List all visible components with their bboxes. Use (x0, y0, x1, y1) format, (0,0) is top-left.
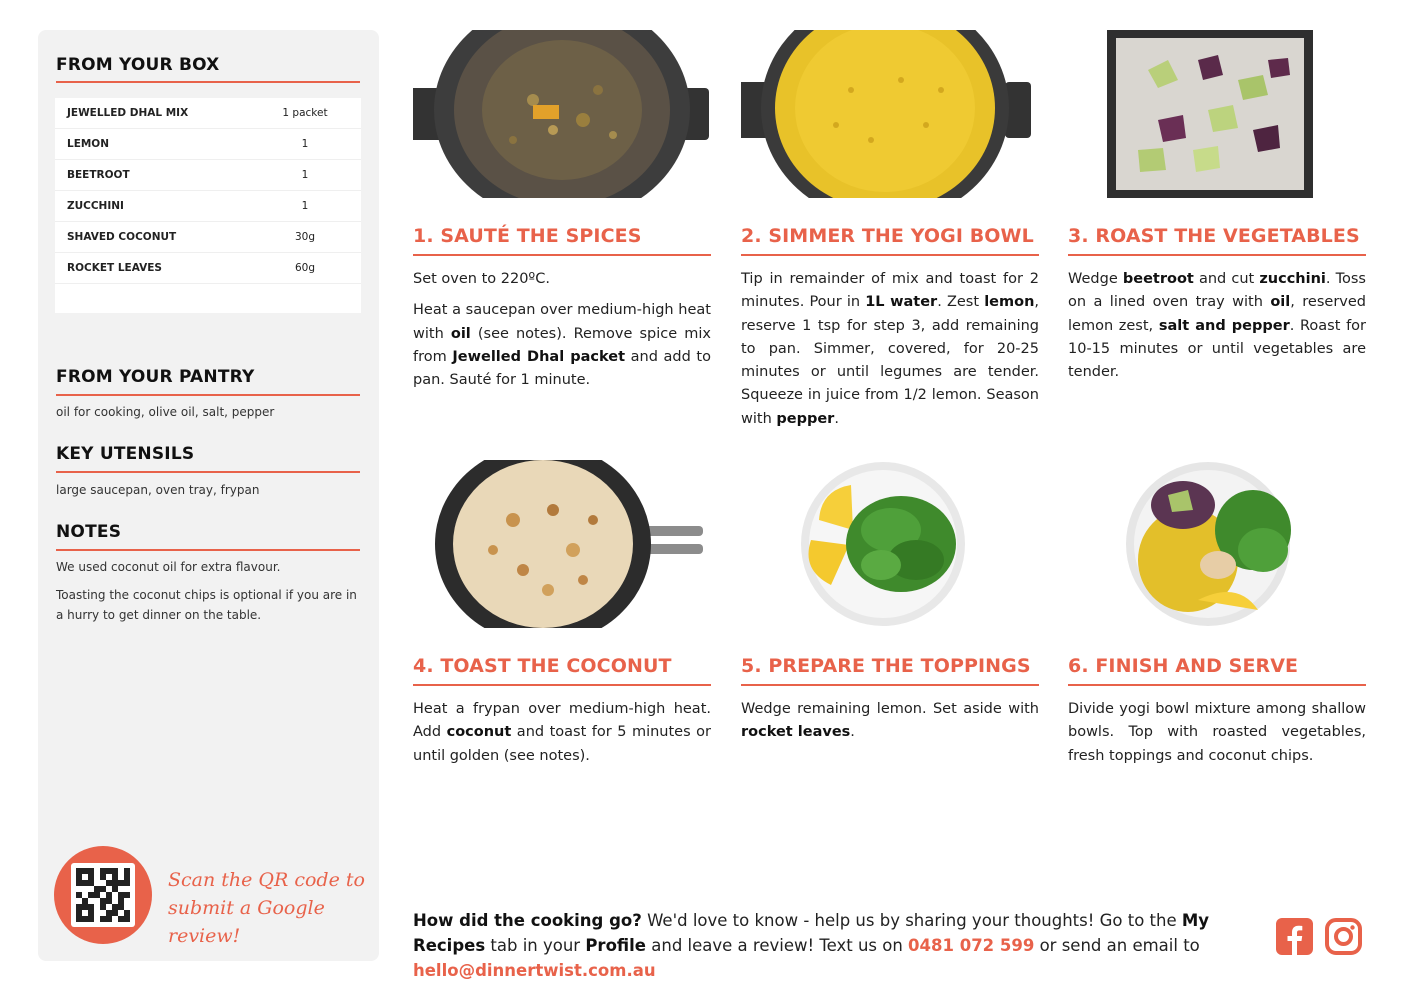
step-6-body (1068, 698, 1366, 776)
table-row (55, 222, 361, 253)
bold-ingredient: rocket leaves (741, 724, 851, 741)
text: or send an email to (1034, 936, 1200, 955)
step-1-title: 1. SAUTÉ THE SPICES (413, 225, 642, 247)
step-3 (1068, 30, 1366, 430)
step-rule (1068, 684, 1366, 686)
step-rule (741, 254, 1039, 256)
qr-code-badge[interactable] (54, 846, 152, 944)
ingredient-name: ZUCCHINI (67, 200, 124, 212)
step-rule (413, 684, 711, 686)
ingredient-name: JEWELLED DHAL MIX (67, 107, 189, 119)
toasted-coconut-frypan-photo (413, 460, 711, 628)
text: and cut (1193, 271, 1260, 287)
bold-ingredient: coconut (446, 724, 512, 741)
bold-ingredient: zucchini (1259, 271, 1326, 287)
notes-line-1: We used coconut oil for extra flavour. (56, 560, 281, 574)
box-ingredients-table (55, 98, 361, 313)
facebook-icon[interactable] (1276, 918, 1313, 955)
text: We'd love to know - help us by sharing your thoughts! Go to the (641, 911, 1182, 930)
email-link[interactable]: hello@dinnertwist.com.au (413, 961, 656, 980)
ingredient-name: ROCKET LEAVES (67, 262, 162, 274)
text: tab in your (485, 936, 586, 955)
step-3-title: 3. ROAST THE VEGETABLES (1068, 225, 1360, 247)
text: . Roast for 10-15 minutes or until vegetables are tender. (1068, 317, 1367, 381)
ingredient-name: LEMON (67, 138, 110, 150)
qr-callout-line-1: Scan the QR code to (168, 869, 365, 891)
bold-ingredient: salt and pepper (1158, 317, 1290, 334)
qr-module (124, 916, 130, 922)
text: Wedge (1068, 271, 1123, 287)
text: Tip in remainder of mix and toast for 2 minutes. Pour in (741, 271, 1039, 311)
heading-rule (56, 471, 360, 473)
ingredient-name: BEETROOT (67, 169, 130, 181)
ingredient-qty: 1 (301, 200, 309, 212)
step-5-para (741, 698, 1039, 745)
qr-callout (168, 866, 368, 950)
lemon-rocket-plate-photo (741, 460, 1039, 628)
step-4 (413, 460, 711, 800)
bold-ingredient: oil (450, 325, 471, 342)
table-row (55, 98, 361, 129)
step-1-body (413, 268, 711, 400)
step-5-body (741, 698, 1039, 753)
text: and add to pan. Sauté for 1 minute. (413, 348, 711, 389)
heading-rule (56, 81, 360, 83)
notes-line-2: Toasting the coconut chips is optional if you are in a hurry to get dinner on the table. (56, 588, 357, 622)
bold-ingredient: beetroot (1122, 271, 1194, 287)
step-4-title: 4. TOAST THE COCONUT (413, 655, 672, 677)
table-row (55, 129, 361, 160)
text: and leave a review! Text us on (646, 936, 909, 955)
step-2-para (741, 268, 1039, 431)
bold-ingredient: lemon (984, 294, 1035, 311)
qr-callout-line-2: submit a Google review! (168, 897, 325, 947)
qr-code-pattern (76, 868, 130, 922)
text: Heat a frypan over medium-high heat. Add (413, 701, 711, 741)
ingredient-name: SHAVED COCONUT (67, 231, 177, 243)
ingredient-qty: 1 packet (282, 107, 328, 119)
table-row (55, 191, 361, 222)
heading-rule (56, 394, 360, 396)
step-2-body (741, 268, 1039, 439)
pantry-text: oil for cooking, olive oil, salt, pepper (56, 405, 275, 419)
step-3-body (1068, 268, 1366, 392)
profile-label: Profile (585, 936, 646, 955)
step-6-para: Divide yogi bowl mixture among shallow bowls. Top with roasted vegetables, fresh toppings and coconut chips. (1068, 701, 1366, 764)
bold-ingredient: oil (1270, 294, 1291, 311)
text: . (834, 410, 839, 427)
review-footer (413, 908, 1263, 983)
yogi-bowl-pot-photo (741, 30, 1039, 198)
ingredient-qty: 1 (301, 169, 309, 181)
step-4-body (413, 698, 711, 776)
bold-ingredient: pepper (776, 410, 835, 427)
notes-heading: NOTES (56, 522, 122, 542)
step-4-para (413, 698, 711, 768)
step-5-title: 5. PREPARE THE TOPPINGS (741, 655, 1031, 677)
instagram-icon[interactable] (1325, 918, 1362, 955)
step-6-title: 6. FINISH AND SERVE (1068, 655, 1299, 677)
text: . (850, 724, 855, 741)
step-2-title: 2. SIMMER THE YOGI BOWL (741, 225, 1034, 247)
phone-link[interactable]: 0481 072 599 (908, 936, 1035, 955)
step-3-para (1068, 268, 1366, 384)
key-utensils-heading: KEY UTENSILS (56, 444, 195, 464)
text: Wedge remaining lemon. Set aside with (741, 701, 1039, 717)
ingredient-qty: 1 (301, 138, 309, 150)
ingredient-qty: 60g (294, 262, 316, 274)
text: , reserved lemon zest, (1068, 294, 1366, 334)
text: and toast for 5 minutes or until golden (see notes). (413, 724, 711, 764)
ingredients-sidebar (38, 30, 379, 961)
step-rule (413, 254, 711, 256)
text: . Toss on a lined oven tray with (1068, 271, 1366, 311)
bold-ingredient: Jewelled Dhal packet (452, 348, 625, 365)
step-5 (741, 460, 1039, 800)
footer-question: How did the cooking go? (413, 911, 642, 930)
text: (see notes). Remove spice mix from (413, 325, 711, 365)
text: , reserve 1 tsp for step 3, add remaining to pan. Simmer, covered, for 20-25 minutes or until legumes are tender. Squeeze in juice from 1/2 lemon. Season with (741, 294, 1039, 427)
step-rule (1068, 254, 1366, 256)
saucepan-spices-photo (413, 30, 711, 198)
from-your-box-heading: FROM YOUR BOX (56, 55, 220, 75)
heading-rule (56, 549, 360, 551)
ingredient-qty: 30g (294, 231, 316, 243)
text: Heat a saucepan over medium-high heat with (413, 302, 711, 342)
text: . Zest (937, 294, 985, 311)
step-rule (741, 684, 1039, 686)
table-row (55, 253, 361, 284)
step-2 (741, 30, 1039, 430)
bold-ingredient: 1L water (865, 294, 938, 311)
step-1-para-2 (413, 299, 711, 392)
from-your-pantry-heading: FROM YOUR PANTRY (56, 367, 255, 387)
finished-yogi-bowl-photo (1068, 460, 1366, 628)
utensils-text: large saucepan, oven tray, frypan (56, 483, 260, 497)
step-1-para-1: Set oven to 220ºC. (413, 271, 550, 287)
step-6 (1068, 460, 1366, 800)
roast-vegetables-tray-photo (1068, 30, 1366, 198)
my-recipes-label: My Recipes (413, 911, 1210, 955)
table-row (55, 160, 361, 191)
qr-code-icon[interactable] (71, 863, 135, 927)
step-1 (413, 30, 711, 430)
